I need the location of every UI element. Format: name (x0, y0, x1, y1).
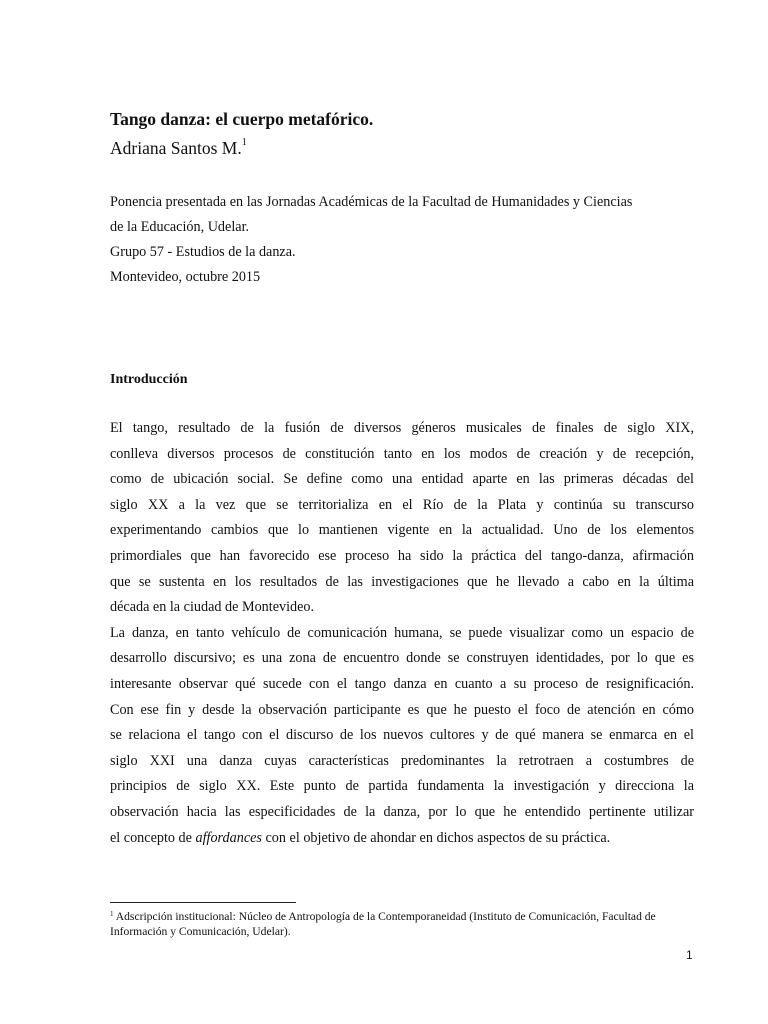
body-line: La danza, en tanto vehículo de comunicación humana, se puede visualizar como un espacio de (110, 624, 694, 641)
body-line: desarrollo discursivo; es una zona de encuentro donde se construyen identidades, por lo que es (110, 650, 694, 667)
group-line: Grupo 57 - Estudios de la danza. (110, 244, 296, 260)
body-line: década en la ciudad de Montevideo. (110, 599, 315, 616)
body-line: conlleva diversos procesos de constitución tanto en los modos de creación y de recepción, (110, 445, 694, 462)
footnote (110, 909, 695, 939)
body-line: primordiales que han favorecido ese proceso ha sido la práctica del tango-danza, afirmación (110, 547, 694, 564)
presentation-info (110, 190, 690, 290)
body-line-last: el concepto de affordances con el objetivo de ahondar en dichos aspectos de su práctica. (110, 829, 611, 846)
section-heading-introduccion: Introducción (110, 372, 188, 387)
body-line: siglo XXI una danza cuyas características predominantes la retrotraen a costumbres de (110, 752, 694, 769)
author-line (110, 137, 247, 159)
place-date-line: Montevideo, octubre 2015 (110, 269, 261, 285)
footnote-divider (110, 902, 296, 903)
introduction-body (110, 416, 694, 851)
body-line: principios de siglo XX. Este punto de partida fundamenta la investigación y direcciona la (110, 778, 694, 795)
presentation-line: Ponencia presentada en las Jornadas Académicas de la Facultad de Humanidades y Ciencias (110, 194, 633, 210)
document-title: Tango danza: el cuerpo metafórico. (110, 109, 374, 129)
body-line: que se sustenta en los resultados de las investigaciones que he llevado a cabo en la última (110, 573, 694, 590)
body-line: interesante observar qué sucede con el tango danza en cuanto a su proceso de resignificación. (110, 675, 694, 692)
body-line: observación hacia las especificidades de la danza, por lo que he entendido pertinente utilizar (110, 803, 694, 820)
author-name: Adriana Santos M. (110, 138, 242, 158)
body-line: siglo XX a la vez que se territorializa en el Río de la Plata y continúa su transcurso (110, 496, 694, 513)
body-line: se relaciona el tango con el discurso de los nuevos cultores y de qué manera se enmarca en el (110, 727, 694, 744)
page-number: 1 (686, 948, 693, 962)
body-line: El tango, resultado de la fusión de diversos géneros musicales de finales de siglo XIX, (110, 420, 694, 436)
footnote-mark: 1 (110, 910, 114, 918)
author-footnote-mark[interactable]: 1 (241, 137, 247, 148)
body-line: experimentando cambios que lo mantienen vigente en la actualidad. Uno de los elementos (110, 522, 694, 539)
footnote-text: Adscripción institucional: Núcleo de Antropología de la Contemporaneidad (Instituto de Comunicación, Facultad de Información y Comunicación, Udelar). (110, 910, 656, 938)
body-line: como de ubicación social. Se define como una entidad aparte en las primeras décadas del (110, 471, 694, 488)
presentation-line: de la Educación, Udelar. (110, 219, 250, 235)
body-line: Con ese fin y desde la observación participante es que he puesto el foco de atención en cómo (110, 701, 694, 718)
affordances-term: affordances (195, 829, 262, 846)
